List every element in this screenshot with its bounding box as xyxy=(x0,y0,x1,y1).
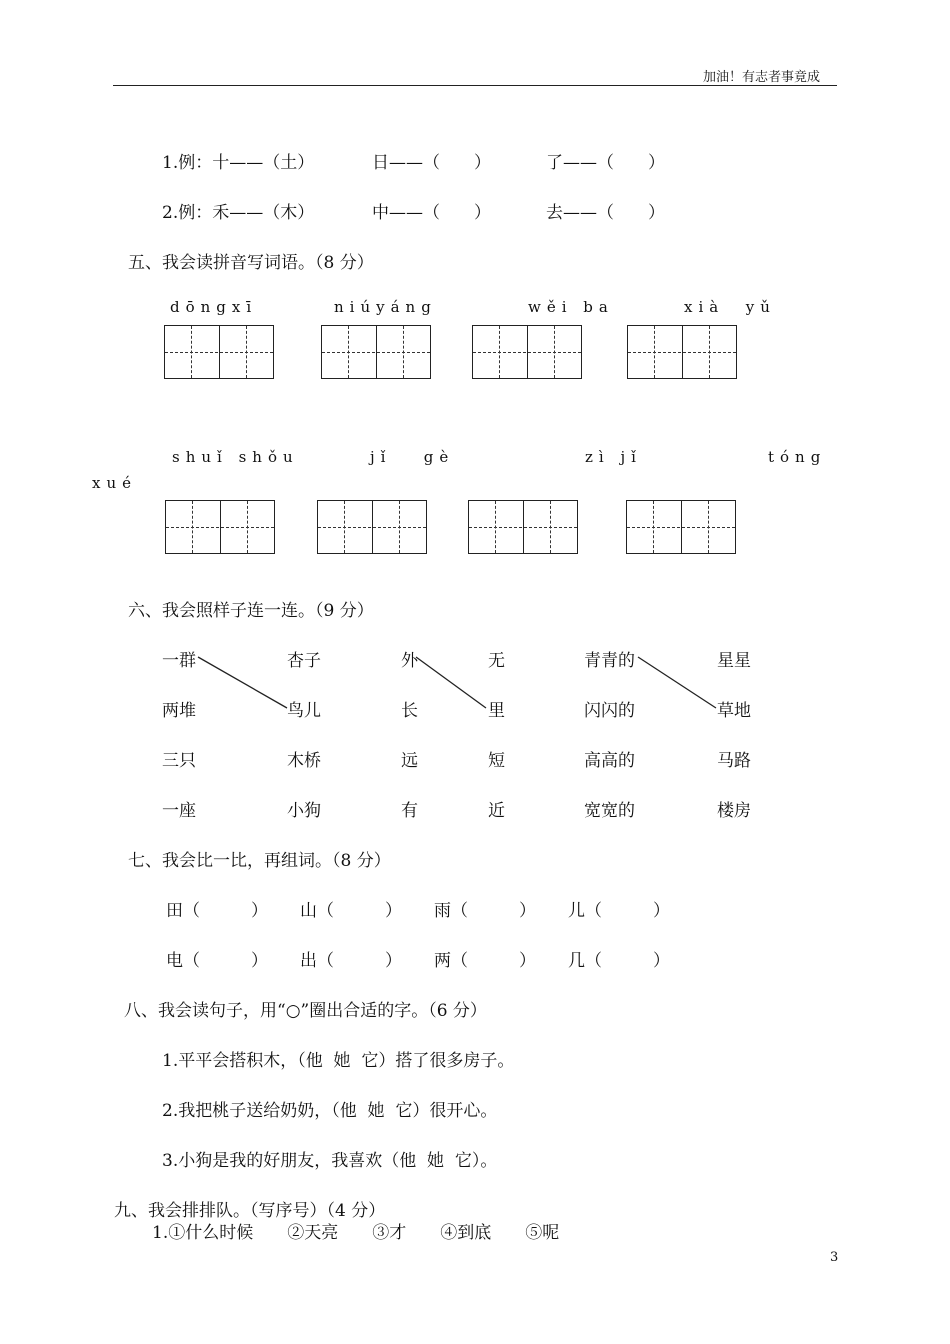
sentence-item: 3.小狗是我的好朋友，我喜欢（他 她 它）。 xyxy=(162,1151,498,1171)
sec9-title: 九、我会排排队。（写序号）（4 分） xyxy=(114,1201,386,1221)
compare-item: 雨（ ） xyxy=(434,901,536,921)
match-word[interactable]: 无 xyxy=(488,651,505,671)
match-word[interactable]: 马路 xyxy=(717,751,751,771)
match-word[interactable]: 木桥 xyxy=(287,751,321,771)
match-word[interactable]: 星星 xyxy=(717,651,751,671)
compare-item: 几（ ） xyxy=(568,951,670,971)
sec4-row1-item2: 日——（ ） xyxy=(372,153,491,173)
compare-item: 田（ ） xyxy=(166,901,268,921)
compare-item: 出（ ） xyxy=(300,951,402,971)
match-word[interactable]: 楼房 xyxy=(717,801,751,821)
match-word[interactable]: 宽宽的 xyxy=(584,801,635,821)
connector-line xyxy=(198,657,287,708)
match-word[interactable]: 小狗 xyxy=(287,801,321,821)
sec4-row2-item2: 中——（ ） xyxy=(372,203,491,223)
sec5-pinyin-4: xià yǔ xyxy=(684,298,776,316)
sentence-item: 1.平平会搭积木，（他 她 它）搭了很多房子。 xyxy=(162,1051,515,1071)
compare-item: 电（ ） xyxy=(166,951,268,971)
header-motto: 加油！有志者事竟成 xyxy=(703,70,821,85)
sec5-pinyin-1: dōngxī xyxy=(170,298,258,316)
match-word[interactable]: 远 xyxy=(401,751,418,771)
sec9-item1: 1.①什么时候 ②天亮 ③才 ④到底 ⑤呢 xyxy=(152,1223,560,1243)
match-word[interactable]: 长 xyxy=(401,701,418,721)
compare-item: 儿（ ） xyxy=(568,901,670,921)
match-word[interactable]: 青青的 xyxy=(584,651,635,671)
sec7-title: 七、我会比一比，再组词。（8 分） xyxy=(128,851,391,871)
match-word[interactable]: 草地 xyxy=(717,701,751,721)
sec5-pinyin-8: tóng xyxy=(768,448,827,466)
sec8-title: 八、我会读句子，用“○”圈出合适的字。（6 分） xyxy=(124,1001,487,1021)
match-word[interactable]: 两堆 xyxy=(162,701,196,721)
sec5-pinyin-6: jǐ gè xyxy=(370,448,455,466)
match-word[interactable]: 有 xyxy=(401,801,418,821)
sec5-title: 五、我会读拼音写词语。（8 分） xyxy=(128,253,374,273)
sec4-row1-item3: 了——（ ） xyxy=(546,153,665,173)
match-word[interactable]: 短 xyxy=(488,751,505,771)
match-word[interactable]: 闪闪的 xyxy=(584,701,635,721)
sec6-title: 六、我会照样子连一连。（9 分） xyxy=(128,601,374,621)
sec5-pinyin-5: shuǐ shǒu xyxy=(172,448,299,466)
connector-line xyxy=(416,657,486,708)
sec5-pinyin-wrap: xué xyxy=(92,474,137,492)
page-number: 3 xyxy=(830,1250,839,1265)
match-word[interactable]: 里 xyxy=(488,701,505,721)
match-word[interactable]: 一座 xyxy=(162,801,196,821)
connector-line xyxy=(638,657,716,708)
match-word[interactable]: 外 xyxy=(401,651,418,671)
compare-item: 山（ ） xyxy=(300,901,402,921)
match-word[interactable]: 近 xyxy=(488,801,505,821)
sec4-row2-item1: 2.例：禾——（木） xyxy=(162,203,315,223)
match-word[interactable]: 三只 xyxy=(162,751,196,771)
sentence-item: 2.我把桃子送给奶奶，（他 她 它）很开心。 xyxy=(162,1101,498,1121)
match-word[interactable]: 鸟儿 xyxy=(287,701,321,721)
compare-item: 两（ ） xyxy=(434,951,536,971)
match-word[interactable]: 一群 xyxy=(162,651,196,671)
sec5-pinyin-7: zì jǐ xyxy=(585,448,642,466)
sec5-pinyin-2: niúyáng xyxy=(334,298,437,316)
sec4-row1-item1: 1.例：十——（土） xyxy=(162,153,315,173)
sec4-row2-item3: 去——（ ） xyxy=(546,203,665,223)
match-word[interactable]: 杏子 xyxy=(287,651,321,671)
sec5-pinyin-3: wěi ba xyxy=(528,298,614,316)
match-word[interactable]: 高高的 xyxy=(584,751,635,771)
